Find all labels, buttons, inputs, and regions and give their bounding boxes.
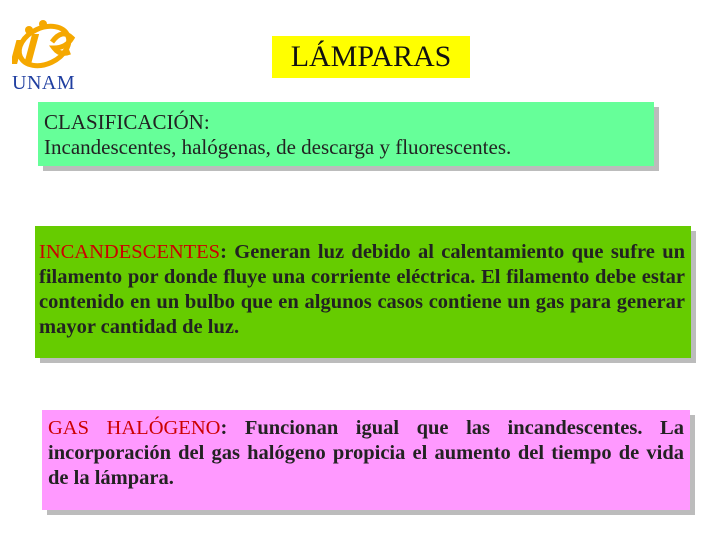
logo-text: UNAM bbox=[12, 72, 76, 94]
classification-heading: CLASIFICACIÓN: bbox=[44, 110, 210, 134]
unam-emblem-icon bbox=[12, 12, 80, 72]
incandescent-box bbox=[35, 226, 691, 358]
classification-body: Incandescentes, halógenas, de descarga y fluorescentes. bbox=[44, 135, 512, 159]
incandescent-term: INCANDESCENTES bbox=[39, 241, 221, 263]
page-title: LÁMPARAS bbox=[272, 36, 470, 78]
unam-logo bbox=[8, 10, 88, 94]
incandescent-body: : Generan luz debido al calentamiento que sufre un filamento por donde fluye una corriente eléctrica. El filamento debe estar contenido en un bulbo que en algunos casos contiene un gas para generar mayor cantidad de luz. bbox=[39, 241, 685, 338]
halogen-body: : Funcionan igual que las incandescentes. La incorporación del gas halógeno propicia el aumento del tiempo de vida de la lámpara. bbox=[48, 417, 684, 489]
halogen-term: GAS HALÓGENO bbox=[48, 417, 221, 439]
halogen-box bbox=[42, 410, 690, 510]
classification-box bbox=[38, 102, 654, 166]
